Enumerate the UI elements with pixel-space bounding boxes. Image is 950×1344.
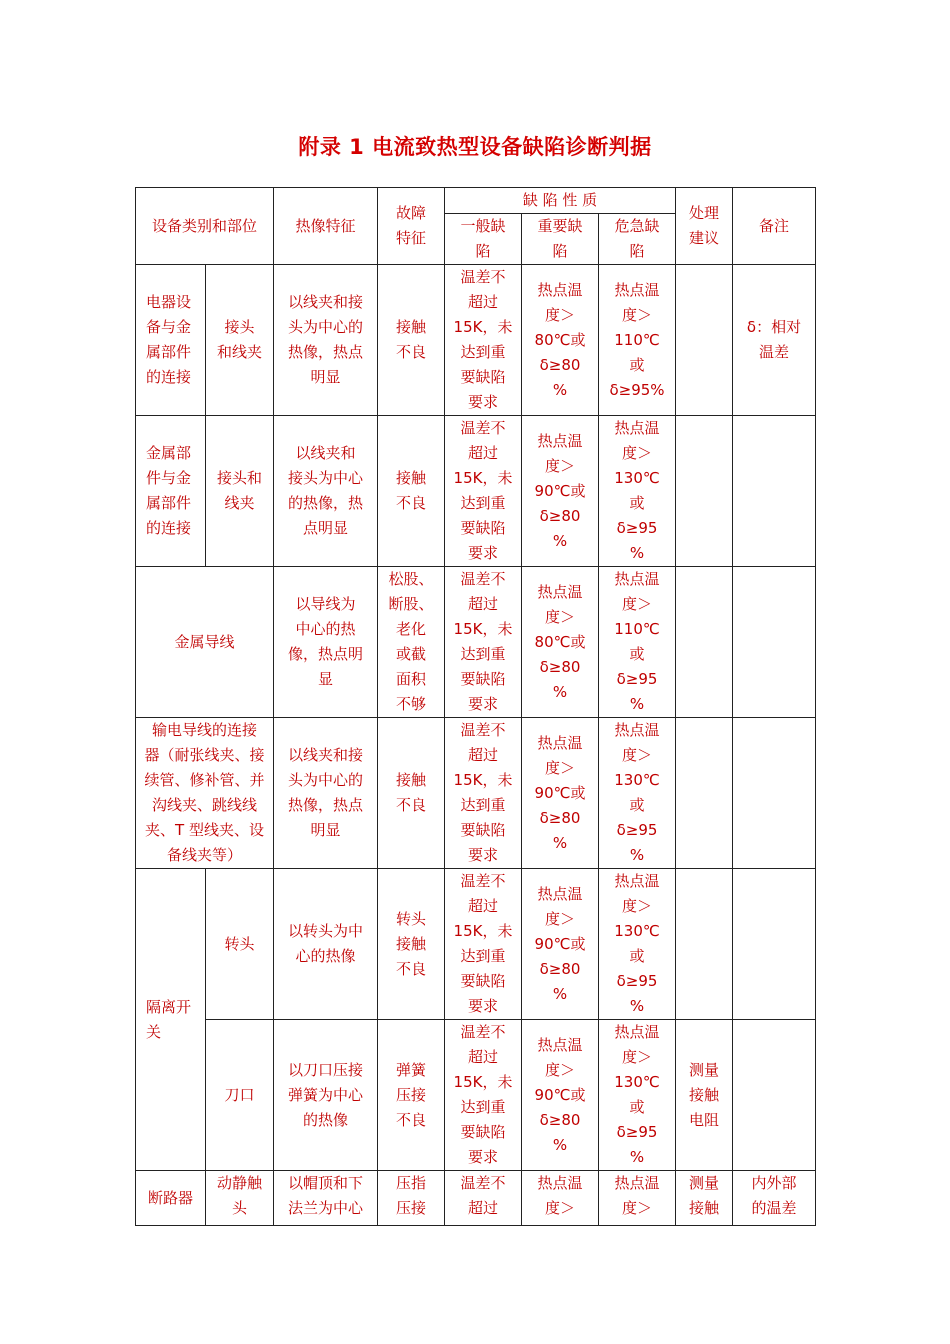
critical-cell: 热点温 度＞ 110℃ 或 δ≥95 % <box>599 567 676 718</box>
advice-cell <box>676 416 733 567</box>
header-defect-nature: 缺 陷 性 质 <box>445 188 676 214</box>
general-cell: 温差不 超过 15K，未 达到重 要缺陷 要求 <box>445 416 522 567</box>
header-serious-defect: 重要缺 陷 <box>522 214 599 265</box>
note-cell: 内外部 的温差 <box>733 1171 816 1226</box>
category-cell: 电器设 备与金 属部件 的连接 <box>136 265 206 416</box>
fault-cell: 接触 不良 <box>378 265 445 416</box>
general-cell: 温差不 超过 15K，未 达到重 要缺陷 要求 <box>445 718 522 869</box>
table-row <box>136 416 816 567</box>
feature-cell: 以线夹和 接头为中心 的热像，热 点明显 <box>274 416 378 567</box>
general-cell: 温差不 超过 15K，未 达到重 要缺陷 要求 <box>445 869 522 1020</box>
feature-cell: 以转头为中 心的热像 <box>274 869 378 1020</box>
fault-cell: 压指 压接 <box>378 1171 445 1226</box>
critical-cell: 热点温 度＞ 130℃ 或 δ≥95 % <box>599 416 676 567</box>
feature-cell: 以线夹和接 头为中心的 热像，热点 明显 <box>274 265 378 416</box>
serious-cell: 热点温 度＞ 80℃或 δ≥80 % <box>522 265 599 416</box>
note-cell <box>733 567 816 718</box>
serious-cell: 热点温 度＞ 90℃或 δ≥80 % <box>522 1020 599 1171</box>
general-cell: 温差不 超过 15K，未 达到重 要缺陷 要求 <box>445 265 522 416</box>
serious-cell: 热点温 度＞ 80℃或 δ≥80 % <box>522 567 599 718</box>
part-cell: 刀口 <box>206 1020 274 1171</box>
serious-cell: 热点温 度＞ 90℃或 δ≥80 % <box>522 869 599 1020</box>
feature-cell: 以刀口压接 弹簧为中心 的热像 <box>274 1020 378 1171</box>
defect-criteria-table <box>135 187 816 1226</box>
part-cell: 接头 和线夹 <box>206 265 274 416</box>
table-row <box>136 1171 816 1226</box>
header-general-defect: 一般缺 陷 <box>445 214 522 265</box>
general-cell: 温差不 超过 15K，未 达到重 要缺陷 要求 <box>445 567 522 718</box>
table-row <box>136 1020 816 1171</box>
critical-cell: 热点温 度＞ 110℃ 或 δ≥95% <box>599 265 676 416</box>
advice-cell: 测量 接触 电阻 <box>676 1020 733 1171</box>
serious-cell: 热点温 度＞ <box>522 1171 599 1226</box>
category-cell: 金属部 件与金 属部件 的连接 <box>136 416 206 567</box>
serious-cell: 热点温 度＞ 90℃或 δ≥80 % <box>522 718 599 869</box>
category-cell: 输电导线的连接 器（耐张线夹、接 续管、修补管、并 沟线夹、跳线线 夹、T 型线夹、设 备线夹等） <box>136 718 274 869</box>
general-cell: 温差不 超过 <box>445 1171 522 1226</box>
critical-cell: 热点温 度＞ <box>599 1171 676 1226</box>
part-cell: 转头 <box>206 869 274 1020</box>
table-row <box>136 869 816 1020</box>
category-cell: 断路器 <box>136 1171 206 1226</box>
fault-cell: 弹簧 压接 不良 <box>378 1020 445 1171</box>
note-cell <box>733 718 816 869</box>
fault-cell: 转头 接触 不良 <box>378 869 445 1020</box>
critical-cell: 热点温 度＞ 130℃ 或 δ≥95 % <box>599 718 676 869</box>
advice-cell: 测量 接触 <box>676 1171 733 1226</box>
header-critical-defect: 危急缺 陷 <box>599 214 676 265</box>
part-cell: 动静触 头 <box>206 1171 274 1226</box>
fault-cell: 接触 不良 <box>378 416 445 567</box>
table-row <box>136 718 816 869</box>
note-cell <box>733 1020 816 1171</box>
advice-cell <box>676 265 733 416</box>
header-feature: 热像特征 <box>274 188 378 265</box>
feature-cell: 以帽顶和下 法兰为中心 <box>274 1171 378 1226</box>
critical-cell: 热点温 度＞ 130℃ 或 δ≥95 % <box>599 1020 676 1171</box>
feature-cell: 以导线为 中心的热 像，热点明 显 <box>274 567 378 718</box>
note-cell: δ：相对 温差 <box>733 265 816 416</box>
advice-cell <box>676 718 733 869</box>
part-cell: 接头和 线夹 <box>206 416 274 567</box>
page-title: 附录 1 电流致热型设备缺陷诊断判据 <box>298 135 652 159</box>
fault-cell: 接触 不良 <box>378 718 445 869</box>
feature-cell: 以线夹和接 头为中心的 热像，热点 明显 <box>274 718 378 869</box>
advice-cell <box>676 869 733 1020</box>
note-cell <box>733 869 816 1020</box>
table-row <box>136 265 816 416</box>
category-cell: 隔离开 关 <box>136 869 206 1171</box>
header-fault: 故障 特征 <box>378 188 445 265</box>
serious-cell: 热点温 度＞ 90℃或 δ≥80 % <box>522 416 599 567</box>
header-note: 备注 <box>733 188 816 265</box>
advice-cell <box>676 567 733 718</box>
general-cell: 温差不 超过 15K，未 达到重 要缺陷 要求 <box>445 1020 522 1171</box>
category-cell: 金属导线 <box>136 567 274 718</box>
note-cell <box>733 416 816 567</box>
header-advice: 处理 建议 <box>676 188 733 265</box>
fault-cell: 松股、 断股、 老化 或截 面积 不够 <box>378 567 445 718</box>
header-device: 设备类别和部位 <box>136 188 274 265</box>
critical-cell: 热点温 度＞ 130℃ 或 δ≥95 % <box>599 869 676 1020</box>
table-row <box>136 567 816 718</box>
